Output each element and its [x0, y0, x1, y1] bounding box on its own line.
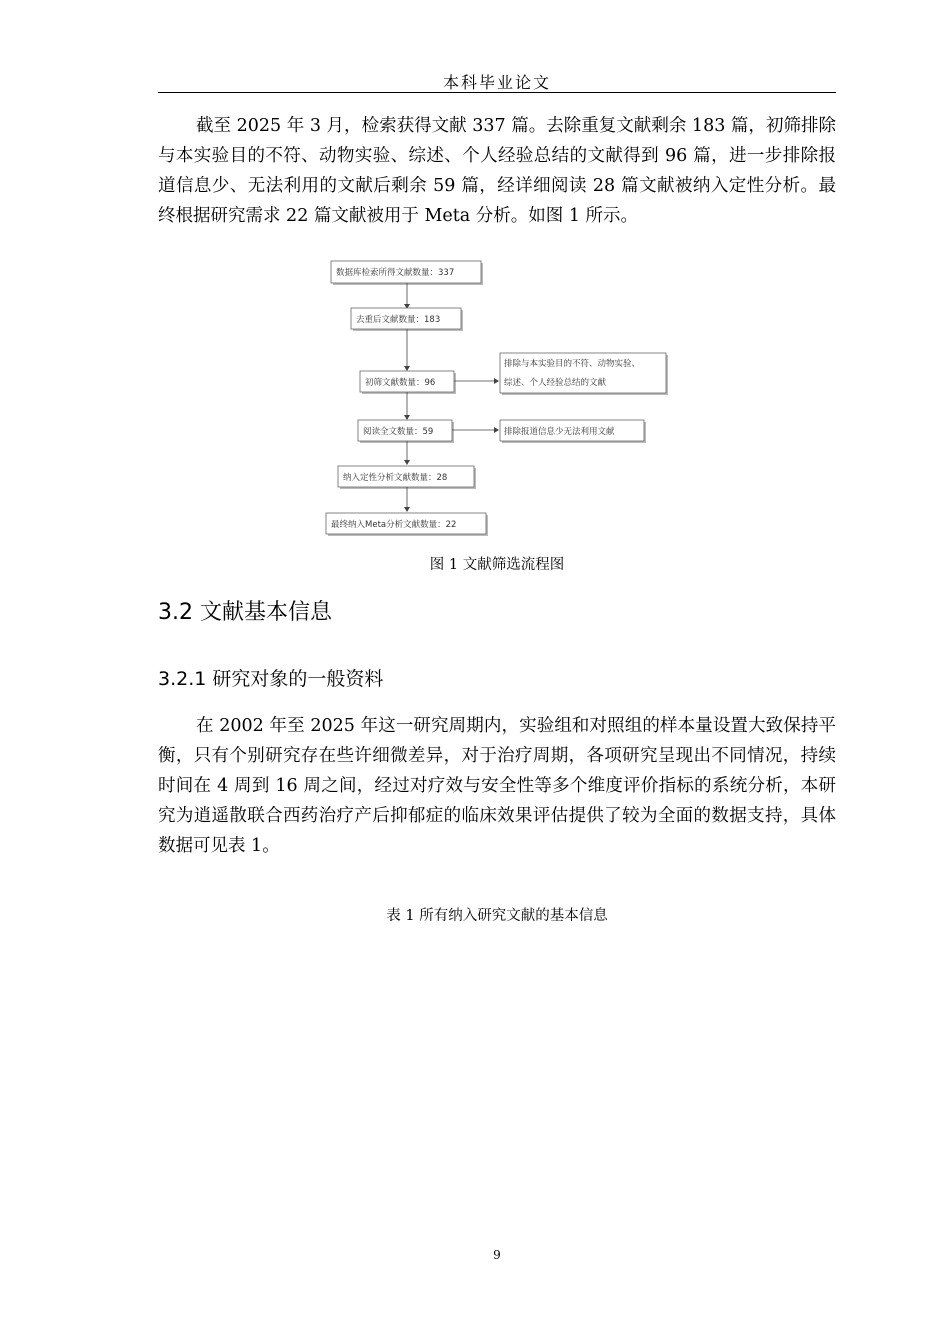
flow-box-dedup-label: 去重后文献数量：183 — [356, 315, 441, 325]
flow-box-exclusion-2-label: 排除报道信息少无法利用文献 — [504, 427, 615, 437]
table-caption: 表 1 所有纳入研究文献的基本信息 — [386, 908, 608, 924]
page-number: 9 — [493, 1248, 501, 1262]
flow-box-initial-screen-label: 初筛文献数量：96 — [365, 378, 436, 388]
flow-box-database-label: 数据库检索所得文献数量：337 — [336, 268, 455, 278]
flow-box-exclusion-1-line2: 综述、个人经验总结的文献 — [504, 378, 607, 388]
section-heading: 3.2 文献基本信息 — [158, 600, 332, 625]
figure-caption: 图 1 文献筛选流程图 — [429, 557, 565, 573]
subsection-heading: 3.2.1 研究对象的一般资料 — [158, 668, 384, 690]
flow-box-exclusion-1-line1: 排除与本实验目的不符、动物实验、 — [504, 359, 641, 369]
flow-box-meta-label: 最终纳入Meta分析文献数量：22 — [331, 520, 457, 530]
screening-flowchart — [320, 258, 680, 540]
flow-box-full-text-label: 阅读全文数量：59 — [363, 427, 434, 437]
flow-box-qualitative-label: 纳入定性分析文献数量：28 — [343, 473, 448, 483]
header-divider — [158, 92, 836, 93]
paragraph-screening-results: 截至 2025 年 3 月，检索获得文献 337 篇。去除重复文献剩余 183 篇，初筛排除与本实验目的不符、动物实验、综述、个人经验总结的文献得到 96 篇，进一步排除报道信息少、无法利用的文献后剩余 59 篇，经详细阅读 28 篇文献被纳入定性分析。最终根据研究需求 22 篇文献被用于 Meta 分析。如图 1 所示。 — [158, 116, 836, 226]
running-header: 本科毕业论文 — [442, 73, 551, 92]
paragraph-general-info: 在 2002 年至 2025 年这一研究周期内，实验组和对照组的样本量设置大致保持平衡，只有个别研究存在些许细微差异，对于治疗周期，各项研究呈现出不同情况，持续时间在 4 周到 16 周之间，经过对疗效与安全性等多个维度评价指标的系统分析，本研究为逍遥散联合西药治疗产后抑郁症的临床效果评估提供了较为全面的数据支持，具体数据可见表 1。 — [158, 716, 836, 856]
